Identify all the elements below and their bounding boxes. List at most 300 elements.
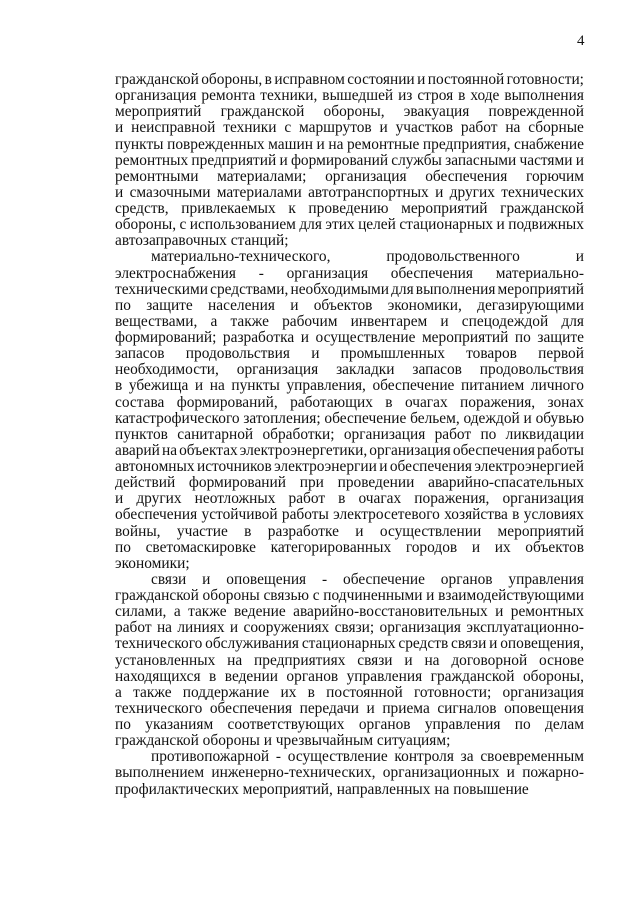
text-word: техники,	[260, 87, 318, 105]
text-line	[115, 282, 584, 298]
text-word: приема	[382, 699, 430, 717]
text-line	[115, 717, 584, 733]
text-word: стационарных	[399, 216, 494, 234]
text-word: бельем,	[410, 409, 460, 427]
text-word: гражданской	[115, 587, 199, 604]
text-word: формирований;	[115, 329, 217, 346]
paragraph	[115, 749, 584, 797]
text-word: и	[366, 699, 375, 717]
text-word: продовольствия	[185, 345, 290, 363]
text-word: постоянной	[326, 683, 403, 701]
text-word: городов	[405, 538, 458, 556]
text-word: участие	[176, 522, 228, 540]
text-word: оповещения,	[500, 635, 584, 653]
text-word: и	[300, 329, 309, 346]
text-line	[115, 653, 584, 669]
text-line	[115, 314, 584, 330]
text-word: объектов	[313, 296, 373, 314]
text-word: в	[209, 667, 217, 685]
text-word: питанием	[460, 377, 525, 395]
text-word: работ	[460, 119, 498, 137]
text-word: ремонта	[201, 87, 256, 105]
text-word: гражданской обороны и чрезвычайным ситуациям;	[115, 732, 451, 750]
text-word: и	[379, 458, 388, 475]
text-word: выполнением	[115, 764, 205, 782]
text-word: связи	[451, 635, 487, 653]
text-word: веществами,	[115, 312, 198, 330]
text-word: при	[299, 474, 324, 492]
text-word: первой	[538, 345, 584, 363]
text-word: и	[379, 119, 388, 137]
text-word: также	[188, 603, 227, 621]
text-word: организация	[115, 87, 197, 105]
text-word: экономики;	[115, 554, 190, 572]
text-word: мероприятий,	[242, 780, 337, 798]
text-word: автотранспортных	[308, 183, 429, 201]
text-word: готовности;	[413, 683, 492, 701]
text-word: санитарной	[177, 425, 254, 443]
text-word: организация	[286, 264, 369, 282]
text-word: на	[156, 619, 173, 637]
text-line	[115, 104, 584, 120]
text-word: и	[355, 522, 364, 540]
text-word: сигналов	[437, 699, 497, 717]
text-word: зонах	[547, 393, 584, 411]
text-word: целей	[358, 216, 396, 234]
text-word: защите	[146, 296, 193, 314]
text-word: и	[290, 296, 299, 314]
text-word: в	[307, 683, 315, 701]
text-word: находящихся	[115, 667, 201, 685]
text-word: обеспечение	[372, 377, 455, 395]
text-word: средств	[398, 635, 449, 653]
text-word: работы	[281, 506, 329, 524]
text-word: по	[115, 716, 131, 733]
text-word: гражданской	[430, 667, 515, 685]
text-word: пожарно-	[522, 764, 584, 782]
text-word: и	[495, 603, 504, 621]
text-word: материально-	[495, 264, 584, 282]
text-word: договорной	[451, 651, 528, 669]
text-word: запасов	[115, 345, 165, 363]
text-word: маршрутов	[299, 119, 372, 137]
text-word: и	[115, 119, 124, 137]
text-word: гражданской	[500, 200, 584, 217]
text-word: и	[316, 135, 325, 153]
text-word: организация	[502, 490, 584, 508]
text-word: на	[227, 651, 243, 669]
text-word: дегазирующими	[477, 296, 584, 314]
text-word: мероприятий	[497, 280, 584, 298]
text-word: работ	[288, 490, 326, 508]
text-word: убежища	[128, 377, 189, 395]
text-word: поврежденной	[488, 103, 584, 121]
text-word: очагах	[404, 393, 448, 411]
text-word: источников	[196, 458, 272, 475]
text-word: взаимодействующими	[438, 587, 584, 604]
text-word: необходимыми	[290, 280, 389, 298]
text-word: в	[458, 87, 466, 105]
text-word: формирований	[290, 151, 389, 169]
text-word: и	[115, 490, 124, 508]
text-word: промышленных	[340, 345, 445, 363]
text-word: обеспечение	[324, 409, 407, 427]
text-line	[115, 153, 584, 169]
text-word: материально-технического,	[151, 248, 331, 266]
text-word: материалами;	[217, 167, 307, 185]
text-word: горючим	[526, 167, 584, 185]
text-word: использованием	[189, 216, 296, 234]
text-line	[115, 524, 584, 540]
text-word: пункты	[115, 135, 164, 153]
text-word: по	[514, 329, 531, 346]
paragraph	[115, 249, 584, 572]
text-word: управления	[346, 667, 423, 685]
text-word: сборные	[528, 119, 584, 137]
text-word: спецодеждой	[461, 312, 549, 330]
text-line	[115, 169, 584, 185]
text-word: светомаскировке	[145, 538, 256, 556]
text-word: и	[496, 216, 505, 234]
text-word: установленных	[115, 651, 216, 669]
text-word: их	[494, 538, 511, 556]
text-word: автозаправочных станций;	[115, 232, 289, 250]
text-word: -	[275, 748, 282, 766]
text-word: разработке	[267, 522, 339, 540]
text-line	[115, 749, 584, 765]
text-word: соответствующих	[227, 716, 345, 733]
text-word: гражданской	[220, 103, 305, 121]
text-word: и	[435, 183, 444, 201]
text-word: условиях	[523, 506, 584, 524]
text-word: управления	[424, 716, 501, 733]
text-word: оповещения	[504, 699, 584, 717]
text-word: осуществление	[315, 329, 416, 346]
text-word: и	[506, 764, 515, 782]
text-word: электроэнергетики,	[239, 441, 368, 459]
text-word: гражданской	[115, 71, 199, 88]
text-word: закладки	[336, 361, 395, 379]
text-word: аварий	[115, 441, 160, 459]
text-word: экономики,	[387, 296, 462, 314]
text-word: основе	[539, 651, 584, 669]
text-word: мероприятий	[497, 522, 584, 540]
text-word: для	[561, 312, 584, 330]
text-word: организация	[343, 425, 426, 443]
text-line	[115, 491, 584, 507]
text-line	[115, 604, 584, 620]
text-word: запасов	[412, 361, 462, 379]
text-line	[115, 572, 584, 588]
text-word: связи;	[334, 619, 375, 637]
text-word: обороны,	[522, 667, 584, 685]
text-word: обеспечения	[452, 441, 535, 459]
text-word: работающих	[290, 393, 373, 411]
text-line	[115, 427, 584, 443]
text-word: осуществлении	[379, 522, 482, 540]
text-line	[115, 362, 584, 378]
text-word: объектах	[179, 441, 238, 459]
text-word: профилактических	[115, 780, 243, 798]
text-word: ремонтные	[346, 135, 420, 153]
text-word: рабочим	[282, 312, 338, 330]
text-line	[115, 556, 584, 572]
text-word: органов	[440, 570, 493, 588]
text-word: предприятий	[191, 151, 277, 169]
text-line	[115, 475, 584, 491]
text-word: формирований,	[176, 393, 278, 411]
text-word: ремонтными	[115, 167, 199, 185]
text-word: повышение	[453, 780, 529, 798]
text-word: неотложных	[194, 490, 276, 508]
text-line	[115, 733, 584, 749]
text-word: разработка	[222, 329, 295, 346]
text-word: выполнения	[415, 280, 496, 298]
text-word: технического	[115, 635, 203, 653]
text-word: и	[404, 651, 413, 669]
text-word: инвентарем	[350, 312, 428, 330]
text-word: а	[210, 312, 218, 330]
text-word: предприятия,	[422, 135, 511, 153]
text-word: и	[471, 538, 481, 556]
text-word: оповещения	[226, 570, 307, 588]
text-word: с	[284, 119, 292, 137]
text-line	[115, 540, 584, 556]
text-word: эксплуатационно-	[466, 619, 584, 637]
text-word: сооружениях	[243, 619, 330, 637]
text-word: обороны,	[115, 216, 177, 234]
text-word: необходимости,	[115, 361, 219, 379]
text-word: продовольственного	[386, 248, 520, 266]
text-word: -	[258, 264, 264, 282]
text-word: других	[136, 490, 182, 508]
text-word: -	[322, 570, 328, 588]
text-word: ремонтных	[510, 603, 584, 621]
text-word: обеспечения	[209, 699, 293, 717]
text-word: участков	[395, 119, 454, 137]
text-word: управления	[508, 570, 584, 588]
text-word: пункты	[231, 377, 280, 395]
text-word: силами,	[115, 603, 167, 621]
text-word: ведение	[233, 603, 286, 621]
text-word: катастрофического	[115, 409, 240, 427]
text-word: делам	[545, 716, 584, 733]
text-word: проведению	[308, 200, 389, 217]
text-word: предприятиях	[254, 651, 346, 669]
text-word: автономных	[115, 458, 195, 475]
text-word: организация	[379, 619, 462, 637]
text-word: населения	[208, 296, 275, 314]
text-word: и	[489, 635, 498, 653]
text-word: также	[230, 312, 269, 330]
text-word: на	[209, 377, 225, 395]
text-word: строя	[417, 87, 454, 105]
text-word: связи	[151, 570, 187, 588]
text-word: также	[133, 683, 172, 701]
text-word: к	[288, 200, 296, 217]
text-word: из	[398, 87, 413, 105]
text-word: на	[424, 651, 440, 669]
text-word: и	[229, 619, 239, 637]
text-word: мероприятий	[401, 200, 488, 217]
text-word: одеждой	[463, 409, 520, 427]
text-word: организация	[369, 441, 451, 459]
text-word: ремонтных	[115, 151, 189, 169]
text-word: этих	[325, 216, 355, 234]
text-word: ликвидации	[505, 425, 584, 443]
text-word: технических	[501, 183, 584, 201]
text-line	[115, 88, 584, 104]
text-word: по	[480, 425, 497, 443]
text-word: постоянной	[427, 71, 505, 88]
text-word: и	[523, 409, 532, 427]
text-word: личного	[530, 377, 584, 395]
text-word: работ	[434, 425, 472, 443]
text-line	[115, 217, 584, 233]
text-word: подчиненными	[323, 587, 423, 604]
text-word: состава	[115, 393, 165, 411]
text-word: очагах	[358, 490, 402, 508]
text-line	[115, 507, 584, 523]
text-word: аварийно-восстановительных	[293, 603, 488, 621]
text-word: и	[194, 377, 204, 395]
text-word: передачи	[299, 699, 359, 717]
text-line	[115, 120, 584, 136]
text-word: линиях	[177, 619, 225, 637]
text-word: на	[328, 135, 344, 153]
text-word: проведении	[337, 474, 415, 492]
text-word: войны,	[115, 522, 161, 540]
text-line	[115, 620, 584, 636]
text-word: продовольствия	[479, 361, 584, 379]
text-word: электроснабжения	[115, 264, 236, 282]
text-line	[115, 330, 584, 346]
text-word: на	[505, 119, 521, 137]
text-word: в	[338, 490, 346, 508]
text-word: работ	[115, 619, 152, 637]
text-word: электроэнергией	[474, 458, 584, 475]
text-word: поражения,	[414, 490, 490, 508]
text-line	[115, 765, 584, 781]
text-word: поврежденных	[167, 135, 265, 153]
text-word: и	[279, 151, 288, 169]
text-word: осуществление	[287, 748, 388, 766]
text-word: формирований	[188, 474, 287, 492]
text-word: частями	[519, 151, 573, 169]
text-line	[115, 636, 584, 652]
text-word: обороны,	[323, 103, 385, 121]
text-word: пунктов	[115, 425, 168, 443]
text-word: по	[115, 538, 131, 556]
text-word: организация	[325, 167, 407, 185]
text-word: органов	[358, 716, 411, 733]
text-word: аварийно-спасательных	[428, 474, 584, 492]
text-word: противопожарной	[151, 748, 270, 766]
page-number: 4	[577, 33, 585, 49]
text-word: затопления;	[243, 409, 321, 427]
text-word: мероприятий	[115, 103, 202, 121]
text-word: их	[280, 683, 297, 701]
text-line	[115, 185, 584, 201]
text-word: на	[434, 780, 454, 798]
text-word: защите	[537, 329, 584, 346]
text-word: за	[460, 748, 474, 766]
text-word: своевременным	[480, 748, 584, 766]
text-word: и	[417, 71, 426, 88]
text-line	[115, 588, 584, 604]
text-word: обеспечения	[389, 458, 472, 475]
text-word: ходе	[470, 87, 500, 105]
text-line	[115, 459, 584, 475]
text-word: с	[312, 587, 320, 604]
text-word: техническими	[115, 280, 208, 298]
text-word: службы	[391, 151, 442, 169]
text-word: и	[426, 587, 435, 604]
text-line	[115, 685, 584, 701]
text-word: обслуживания	[205, 635, 299, 653]
text-word: снабжение	[513, 135, 584, 153]
text-word: инженерно-технических,	[211, 764, 376, 782]
text-word: объектов	[525, 538, 584, 556]
text-word: поддержание	[182, 683, 270, 701]
text-word: по	[115, 296, 131, 314]
text-word: запасными	[445, 151, 517, 169]
text-word: средств,	[115, 200, 169, 217]
text-word: хозяйства	[444, 506, 508, 524]
text-line	[115, 701, 584, 717]
text-line	[115, 137, 584, 153]
text-word: и	[115, 183, 124, 201]
text-word: стационарных	[301, 635, 396, 653]
text-line	[115, 443, 584, 459]
text-line	[115, 669, 584, 685]
text-word: технического	[115, 699, 203, 717]
text-word: материалами	[216, 183, 302, 201]
text-word: связью	[263, 587, 310, 604]
text-word: действий	[115, 474, 176, 492]
text-word: ведении	[224, 667, 278, 685]
text-word: организация	[502, 683, 584, 701]
paragraph	[115, 72, 584, 249]
text-word: электросетевого	[333, 506, 440, 524]
text-word: в	[244, 522, 252, 540]
text-word: указаниям	[145, 716, 214, 733]
text-line	[115, 782, 584, 798]
text-line	[115, 411, 584, 427]
text-line	[115, 395, 584, 411]
text-word: и	[575, 151, 584, 169]
text-word: смазочными	[129, 183, 211, 201]
text-word: категорированных	[270, 538, 392, 556]
text-word: обеспечения	[390, 264, 473, 282]
text-word: а	[115, 683, 122, 701]
text-word: а	[173, 603, 181, 621]
text-word: исправном	[274, 71, 345, 88]
text-line	[115, 266, 584, 282]
text-word: организация	[236, 361, 319, 379]
text-word: и	[311, 345, 320, 363]
text-word: в	[512, 506, 520, 524]
text-word: по	[514, 716, 531, 733]
text-word: обороны	[202, 587, 260, 604]
text-line	[115, 201, 584, 217]
text-line	[115, 346, 584, 362]
text-word: электроэнергии	[274, 458, 377, 475]
body-text	[115, 72, 584, 798]
text-word: направленных	[336, 780, 435, 798]
text-word: обеспечение	[343, 570, 425, 588]
text-word: других	[449, 183, 495, 201]
